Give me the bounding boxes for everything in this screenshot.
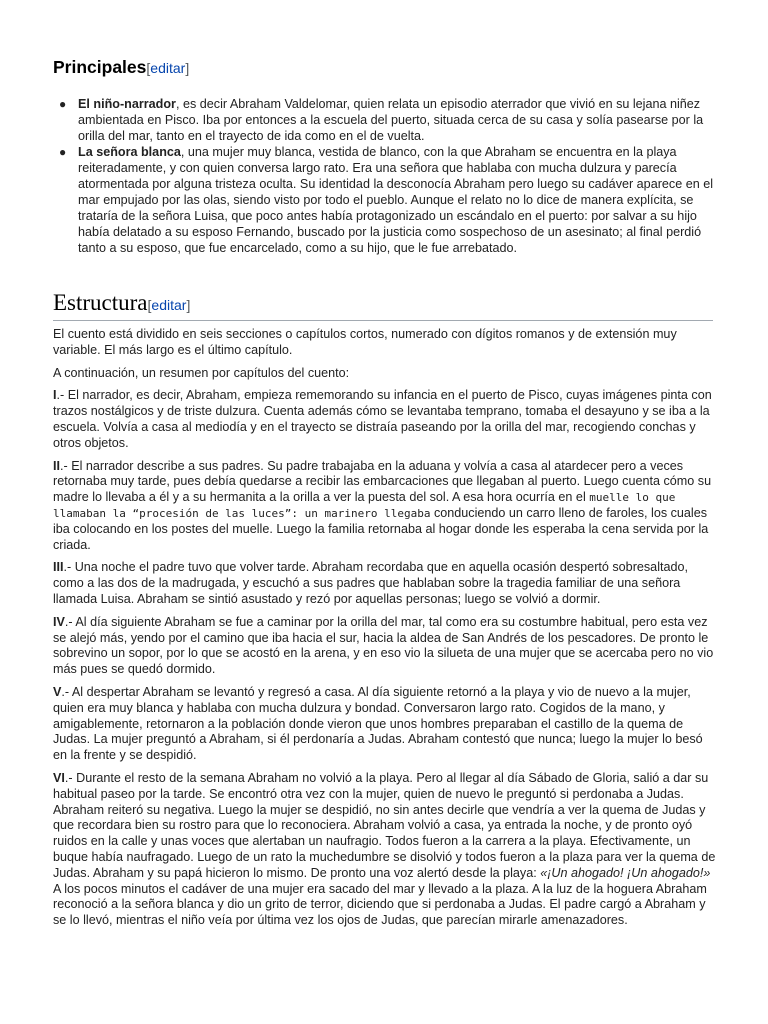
edit-bracket-close: ] (185, 60, 190, 76)
chapter-number: III (53, 560, 64, 575)
edit-link-estructura[interactable]: editar (151, 297, 187, 313)
list-item (53, 96, 718, 144)
bullet-icon: ● (59, 145, 67, 159)
edit-link-principales[interactable]: editar (150, 60, 186, 76)
chapter-text: .- Al día siguiente Abraham se fue a caminar por la orilla del mar, tal como era su costumbre habitual, pero esta vez se alejó más, yendo por el camino que iba hacia el sur, hacia la aldea de San Andrés de los pescadores. De pronto le sobrevino un sopor, por lo que se acostó en la arena, y en eso vio la silueta de una mujer que se acercaba pero no vio más pues se quedó dormido. (53, 614, 714, 677)
bullet-icon: ● (59, 97, 67, 111)
chapter-paragraph-4 (53, 615, 718, 678)
edit-bracket-open: [ (147, 297, 152, 313)
chapter-paragraph-6 (53, 771, 718, 929)
chapter-text: conduciendo un carro lleno de faroles, los cuales iba colocando en los postes del muelle. Luego la familia retornaba al hogar donde les esperaba la cena servida por la criada. (53, 505, 709, 552)
chapter-text: A los pocos minutos el cadáver de una mujer era sacado del mar y llevado a la plaza. A la luz de la hoguera Abraham reconoció a la señora blanca y dio un grito de terror, diciendo que si perdonaba a Judas. El padre cargó a Abraham y se lo llevó, mientras el niño veía por última vez los ojos de Judas, que parecían mirarle amenazadores. (53, 881, 707, 928)
character-description: , es decir Abraham Valdelomar, quien relata un episodio aterrador que vivió en su lejana niñez ambientada en Pisco. Iba por entonces a la escuela del puerto, situada cerca de su casa y solía pasearse por la orilla del mar, tanto en el trayecto de ida como en el de vuelta. (78, 97, 704, 143)
chapter-text: .- Al despertar Abraham se levantó y regresó a casa. Al día siguiente retornó a la playa y vio de nuevo a la mujer, quien era muy blanca y hablaba con mucha dulzura y bondad. Conversaron largo rato. Cogidos de la mano, y amigablemente, retornaron a la población donde vieron que unos hombres preparaban el castillo de la quema de Judas. La mujer preguntó a Abraham, si él perdonaría a Judas. Abraham contestó que nunca; luego la mujer lo besó en la frente y se despidió. (53, 684, 703, 763)
chapter-paragraph-5 (53, 685, 718, 764)
heading-divider (53, 320, 713, 321)
chapter-paragraph-2 (53, 459, 718, 554)
character-description: , una mujer muy blanca, vestida de blanco, con la que Abraham se encuentra en la playa reiteradamente, y con quien conversa largo rato. Era una señora que hablaba con mucha dulzura y parecía atormentada por alguna tristeza oculta. Su identidad la desconocía Abraham pero luego su cadáver aparece en el mar empujado por las olas, siendo visto por todo el pueblo. Aunque el relato no lo dice de manera explícita, se trataría de la señora Luisa, que poco antes había protagonizado un escándalo en el puerto: por salvar a su hijo había delatado a su esposo Fernando, buscado por la justicia como sospechoso de un asesinato; al final perdió tanto a su esposo, que fue encarcelado, como a su hijo, que le fue arrebatado. (78, 145, 714, 255)
character-name: El niño-narrador (78, 97, 176, 111)
edit-bracket-open: [ (146, 60, 151, 76)
chapter-number: I (53, 388, 57, 403)
chapter-paragraph-3 (53, 560, 718, 607)
chapter-paragraph-1 (53, 388, 718, 451)
intro-paragraph: El cuento está dividido en seis secciones o capítulos cortos, numerado con dígitos romanos y de extensión muy variable. El más largo es el último capítulo. (53, 327, 677, 357)
section-title: Principales (53, 57, 147, 77)
section-heading-estructura (53, 290, 713, 316)
edit-section-wrap (146, 60, 189, 76)
section-heading-principales (53, 57, 189, 78)
chapter-text: .- El narrador describe a sus padres. Su padre trabajaba en la aduana y volvía a casa al atardecer pero a veces retornaba muy tarde, pues debía quedarse a recibir las embarcaciones que llegaban al puerto. Luego cuenta cómo su madre lo llevaba a él y a su hermanita a la orilla a ver la puesta del sol. A esa hora ocurría en el (53, 458, 712, 505)
chapter-text: .- Una noche el padre tuvo que volver tarde. Abraham recordaba que en aquella ocasión despertó sobresaltado, como a las dos de la madrugada, y escuchó a sus padres que hablaban sobre la tragedia familiar de una señora llamada Luisa. Abraham se sintió asustado y rezó por aquellas personas; luego se volvió a dormir. (53, 560, 688, 606)
section-title: Estructura (53, 290, 148, 315)
chapter-text: .- El narrador, es decir, Abraham, empieza rememorando su infancia en el puerto de Pisco, cuyas imágenes pinta con trazos nostálgicos y de triste dulzura. Cuenta además cómo se levantaba temprano, tomaba el desayuno y se iba a la escuela. Volvía a casa al mediodía y en el trayecto se distraía paseando por la orilla del mar, recogiendo conchas y otros objetos. (53, 388, 712, 450)
chapter-number: II (53, 458, 60, 473)
estructura-body (53, 327, 718, 936)
summary-intro-paragraph: A continuación, un resumen por capítulos del cuento: (53, 365, 350, 380)
chapter-text-mono: muelle lo que llamaban la “procesión de las luces”: un marinero llegaba (53, 491, 676, 520)
chapter-number: IV (53, 614, 65, 629)
chapter-text: .- Durante el resto de la semana Abraham no volvió a la playa. Pero al llegar al día Sábado de Gloria, salió a dar su habitual paseo por la tarde. Se encontró otra vez con la mujer, quien de nuevo le preguntó si perdonaba a Judas. Abraham reiteró su negativa. Luego la mujer se despidió, no sin antes decirle que vendría a ver la quema de Judas y que recordara bien su rostro para que lo reconociera. Abraham volvió a casa, ya entrada la noche, y de pronto oyó ruidos en la calle y unas voces que alertaban un naufragio. Todos fueron a la carrera a la playa. Efectivamente, un buque había naufragado. Luego de un rato la muchedumbre se disolvió y todos fueron a la plaza para ver la quema de Judas. Abraham y su papá hicieron lo mismo. De pronto una voz alertó desde la playa: (53, 770, 716, 880)
chapter-number: V (53, 684, 62, 699)
edit-section-wrap (148, 297, 191, 313)
chapter-quote: «¡Un ahogado! ¡Un ahogado!» (540, 865, 711, 880)
edit-bracket-close: ] (186, 297, 191, 313)
list-item (53, 144, 718, 256)
character-list (53, 96, 718, 256)
character-name: La señora blanca (78, 145, 181, 159)
chapter-number: VI (53, 770, 65, 785)
